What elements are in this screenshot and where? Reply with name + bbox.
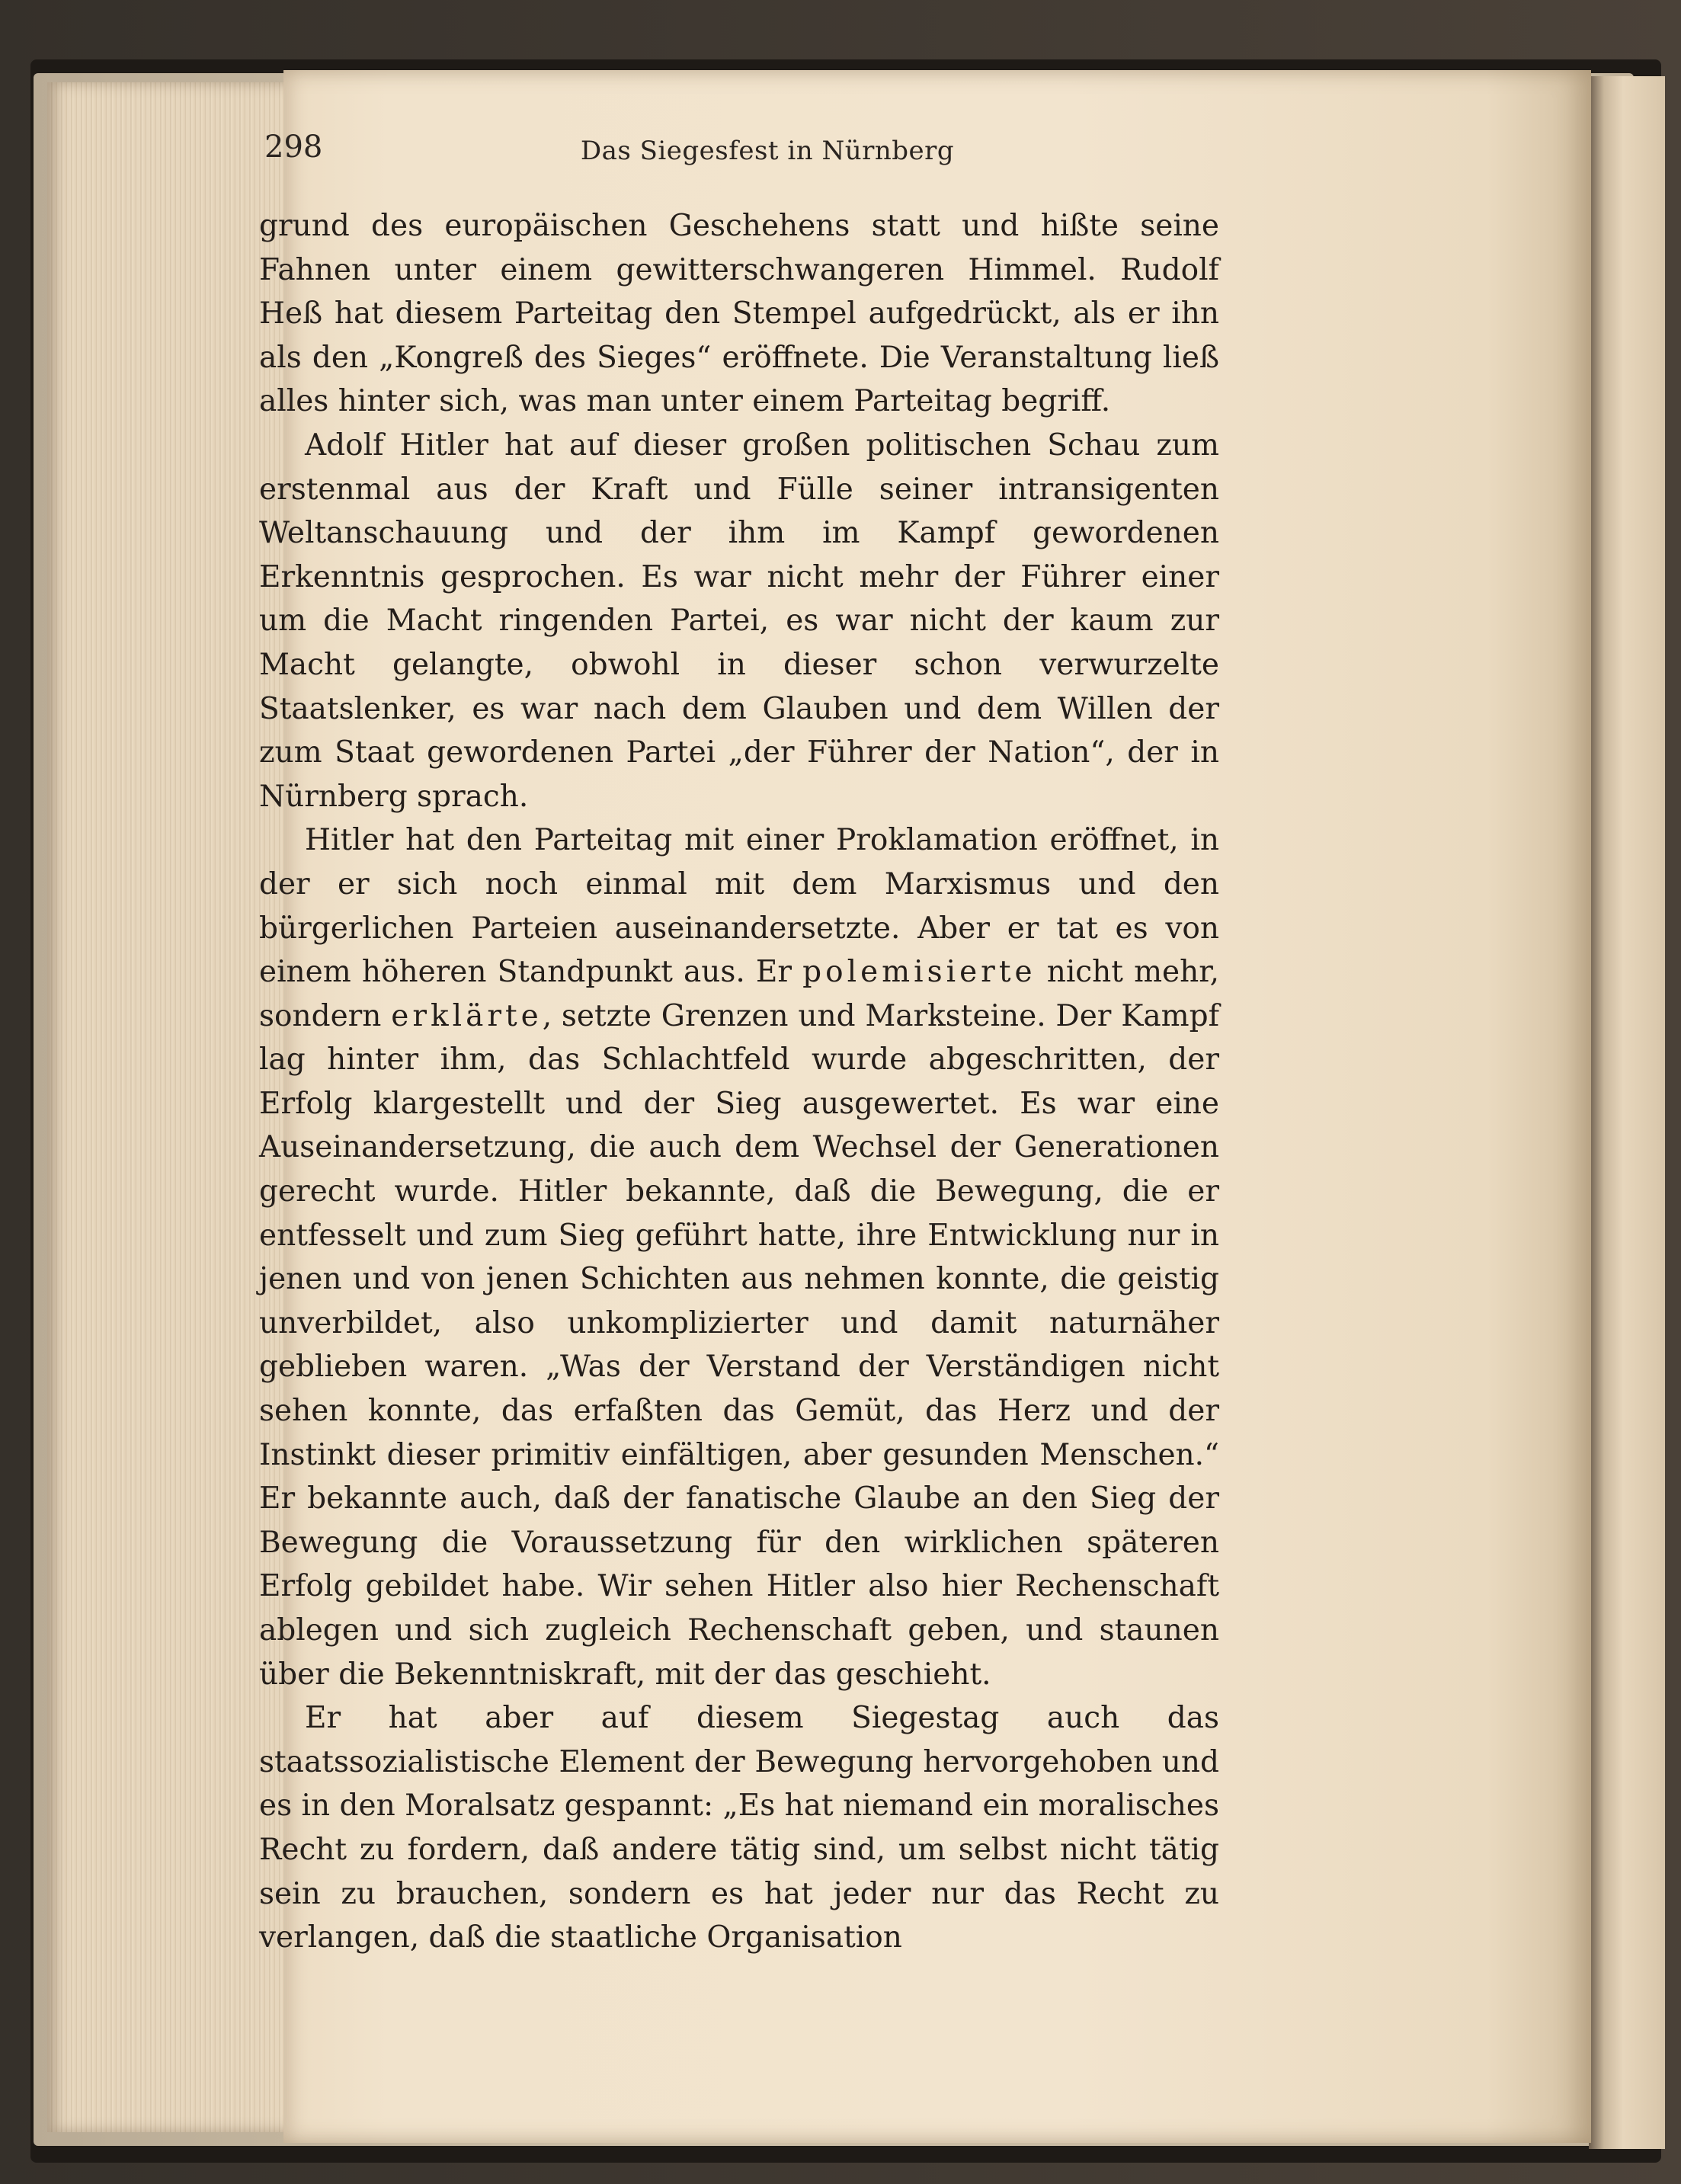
running-head	[264, 130, 1209, 175]
paragraph-1: grund des europäischen Geschehens statt und hißte seine Fahnen unter einem gewitterschwangeren Himmel. Rudolf Heß hat diesem Parteitag den Stempel aufgedrückt, als er ihn als den „Kongreß des Sieges“ eröffnete. Die Veranstaltung ließ alles hinter sich, was man unter einem Parteitag begriff.	[259, 209, 1219, 419]
page-number: 298	[264, 130, 323, 165]
paragraph-2: Adolf Hitler hat auf dieser großen politischen Schau zum erstenmal aus der Kraft und Fülle seiner intransigenten Weltanschauung und der ihm im Kampf gewordenen Erkenntnis gesprochen. Es war nicht mehr der Führer einer um die Macht ringenden Partei, es war nicht der kaum zur Macht gelangte, obwohl in dieser schon verwurzelte Staatslenker, es war nach dem Glauben und dem Willen der zum Staat gewordenen Partei „der Führer der Nation“, der in Nürnberg sprach.	[259, 428, 1219, 814]
emphasis-erklaerte: erklärte	[391, 998, 543, 1033]
paragraph-3	[259, 818, 1219, 1696]
paragraph-3-part-b: nicht mehr, sondern	[259, 955, 1219, 1033]
paragraph-4: Er hat aber auf diesem Siegestag auch das staatssozialistische Element der Bewegung hervorgehoben und es in den Moralsatz gespannt: „Es hat niemand ein moralisches Recht zu fordern, daß andere tätig sind, um selbst nicht tätig sein zu brauchen, sondern es hat jeder nur das Recht zu verlangen, daß die staatliche Organisation	[259, 1701, 1219, 1955]
running-title: Das Siegesfest in Nürnberg	[580, 136, 955, 166]
facing-page-edge	[1589, 76, 1665, 2149]
page-stack-edge	[47, 82, 291, 2132]
paragraph-3-part-c: , setzte Grenzen und Marksteine. Der Kampf lag hinter ihm, das Schlachtfeld wurde abgeschritten, der Erfolg klargestellt und der Sieg ausgewertet. Es war eine Auseinandersetzung, die auch dem Wechsel der Generationen gerecht wurde. Hitler bekannte, daß die Bewegung, die er entfesselt und zum Sieg geführt hatte, ihre Entwicklung nur in jenen und von jenen Schichten aus nehmen konnte, die geistig unverbildet, also unkomplizierter und damit naturnäher geblieben waren. „Was der Verstand der Verständigen nicht sehen konnte, das erfaßten das Gemüt, das Herz und der Instinkt dieser primitiv einfältigen, aber gesunden Menschen.“ Er bekannte auch, daß der fanatische Glaube an den Sieg der Bewegung die Voraussetzung für den wirklichen späteren Erfolg gebildet habe. Wir sehen Hitler also hier Rechenschaft ablegen und sich zugleich Rechenschaft geben, und staunen über die Bekenntniskraft, mit der das geschieht.	[259, 998, 1219, 1692]
paragraph-3-part-a: Hitler hat den Parteitag mit einer Proklamation eröffnet, in der er sich noch einmal mit dem Marxismus und den bürgerlichen Parteien auseinandersetzte. Aber er tat es von einem höheren Standpunkt aus. Er	[259, 823, 1219, 990]
body-text	[259, 204, 1219, 1960]
emphasis-polemisierte: polemisierte	[802, 955, 1036, 990]
